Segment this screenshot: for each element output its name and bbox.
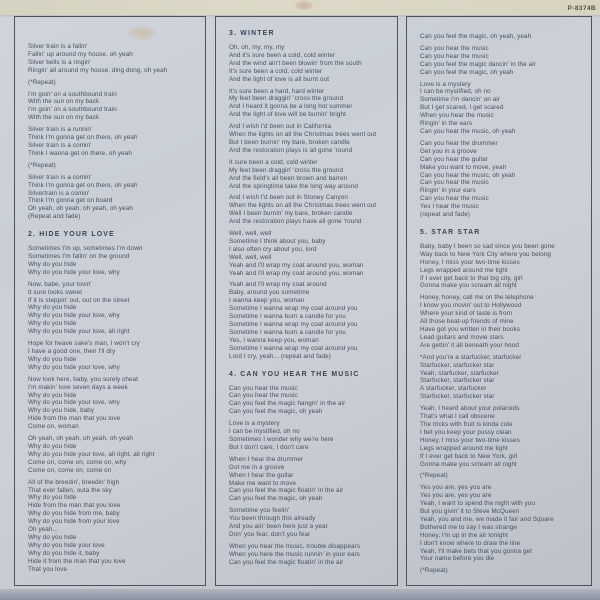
lyric-line: My feet been draggin' 'cross the ground (229, 166, 344, 174)
lyric-line: I wanna keep you, woman (229, 297, 305, 305)
song-title: 4. CAN YOU HEAR THE MUSIC (229, 370, 360, 378)
lyric-line: Can you hear the drummer (420, 139, 498, 147)
lyric-line: And the restoration plays is all gone 'round (229, 146, 353, 154)
lyric-line: When you hear the music, trouble disappears (229, 542, 361, 550)
lyric-line: Are gettin' it all beneath your hood (420, 341, 519, 349)
lyric-line: Why do you hide it, baby (28, 549, 100, 557)
stanza (420, 140, 587, 219)
lyric-line: Hide it from the man that you love (28, 557, 126, 565)
lyric-line: When you hear the music (420, 112, 494, 120)
lyric-line: Fallin' up around my house, oh yeah (28, 50, 133, 58)
lyric-line: It's sure been a cold, cold winter (229, 67, 323, 75)
lyric-line: Can you hear the music (229, 392, 298, 400)
catalog-number: P-8374B (567, 5, 596, 12)
lyric-line: It sure looks sweet (28, 288, 83, 296)
lyric-line: When I hear the guitar (229, 471, 294, 479)
lyric-line: And the springtime take the long way around (229, 182, 358, 190)
lyric-line: That you love (28, 565, 68, 573)
stanza (420, 45, 587, 77)
lyric-line: Where your kind of taste is from (420, 310, 513, 318)
lyric-line: Why do you hide (28, 260, 77, 268)
lyric-line: I'm goin' on a southbound train (28, 90, 117, 98)
lyric-line: Why do you hide from your love (28, 518, 120, 526)
stanza (229, 456, 393, 503)
lyric-line: Your name before you die (420, 555, 495, 563)
lyric-line: Sometime I think about you, baby (229, 237, 326, 245)
lyric-line: Starfucker, starfucker star (420, 361, 495, 369)
lyric-line: Silver train is a fallin' (28, 43, 88, 50)
lyric-line: And I wish I'd been out in Stoney Canyon (229, 194, 348, 202)
stanza (229, 44, 393, 84)
lyric-line: And the field's all been brown and barren (229, 174, 348, 182)
lyric-line: Gonna make you scream all night (420, 460, 517, 468)
lyric-line: When the lights on all the Christmas trees went out (229, 202, 377, 210)
lyric-line: Why do you hide, baby (28, 407, 95, 415)
lyric-line: Yeah, you and me, we made it fair and Square (420, 515, 554, 523)
lyric-line: Sometime you feelin' (229, 507, 290, 515)
lyric-line: Can you hear the music (420, 52, 489, 60)
lyric-line: I'm goin' on a southbound train (28, 106, 117, 114)
lyric-line: (*Repeat) (28, 78, 56, 86)
stanza (229, 281, 393, 360)
song-title: 3. WINTER (229, 30, 275, 37)
lyric-line: (Repeat and fade) (28, 213, 81, 221)
lyric-line: Sometime I wanna burn a candle for you (229, 313, 346, 321)
lyric-line: Can you hear the music (229, 384, 298, 392)
lyric-line: Sometime I wanna wrap my coat around you (229, 305, 358, 313)
lyric-line: Think I'm gonna get on board (28, 197, 113, 205)
lyric-line: I have a good one, then I'll dry (28, 348, 116, 355)
stanza (420, 567, 587, 575)
lyric-line: Can you hear the music (420, 44, 489, 52)
lyric-line: (*Repeat) (420, 472, 448, 480)
lyric-line: Why do you hide your love, why (28, 268, 120, 276)
lyric-line: Come on, come on, come on, why (28, 458, 127, 466)
lyric-line: Sometimes I wonder why we're here (229, 435, 334, 443)
lyric-line: Hope for heave sake's man, I won't cry (28, 340, 140, 348)
lyric-line: When you here the music runnin' in your ears (229, 550, 360, 558)
lyric-line: Have got you written in their books (420, 326, 521, 333)
lyric-line: (*Repeat) (28, 161, 56, 169)
lyric-line: (*Repeat) (420, 567, 448, 575)
lyric-line: Now look here, baby, you surely cheat (28, 375, 138, 383)
lyric-line: Yeah and I'll wrap my coat around (229, 281, 327, 289)
stanza (420, 294, 587, 349)
lyric-line: Silvertrain is a comin' (28, 189, 90, 197)
lyric-line: Well, well, well (229, 253, 272, 261)
lyric-line: And the light of love will be burnin' bright (229, 111, 346, 119)
lyric-line: Hide from the man that you love (28, 415, 121, 423)
lyric-line: Gonna make you scream all night (420, 282, 517, 290)
lyric-line: Can you hear the music, oh yeah (420, 127, 516, 135)
stanza (28, 340, 201, 372)
lyric-line: Lord I cry, yeah... (repeat and fade) (229, 352, 331, 360)
lyric-line: I can be mystified, oh no (420, 88, 491, 96)
lyric-line: And I heard it gonna be a long hot summer (229, 103, 353, 111)
stanza (28, 162, 201, 170)
lyric-line: Don' you fear, don't you fear (229, 530, 311, 538)
stanza (28, 435, 201, 475)
lyric-line: Yeah, I want to spend the night with you (420, 500, 536, 508)
stanza (28, 91, 201, 123)
song-title: 5. STAR STAR (420, 228, 481, 236)
lyric-line: With the sun on my back (28, 98, 100, 106)
lyric-line: Honey, I'm up in the air tonight (420, 531, 508, 539)
lyric-line: Think I wanna get on there, oh yeah (28, 149, 132, 157)
lyric-line: I don't know where to draw the line (420, 539, 521, 547)
stanza (229, 230, 393, 277)
lyric-line: And I wish I'd been out in California (229, 123, 332, 131)
lyric-line: Why do you hide (28, 304, 77, 312)
stanza (229, 543, 393, 567)
lyrics-column-right (406, 16, 592, 586)
lyric-line: Can you feel the magic hangin' in the air (229, 400, 346, 408)
lyric-line: Yeah, I heard about your polaroids (420, 405, 520, 413)
lyric-line: Yes, I wanna keep you, woman (229, 336, 319, 344)
lyric-line: Can you feel the magic, oh yeah (229, 495, 323, 503)
lyric-line: Yeah, I'll make bets that you gonna get (420, 547, 532, 555)
lyric-line: Oh yeah, oh yeah, oh yeah, oh yeah (28, 205, 133, 213)
lyric-line: That's what I call obscene (420, 413, 495, 421)
lyric-line: With the sun on my back (28, 114, 100, 122)
lyric-line: And the wind ain't been blowin' from the south (229, 59, 362, 67)
lyric-line: Why do you hide (28, 355, 77, 363)
lyric-line: Ringin' in your ears (420, 187, 476, 195)
stanza (229, 194, 393, 226)
lyric-line: Why do you hide (28, 533, 77, 541)
lyric-line: Make you want to move, yeah (420, 163, 507, 171)
lyric-line: I bet you keep your pussy clean (420, 428, 512, 436)
lyric-line: Silver train is a comin' (28, 141, 92, 149)
lyric-line: The tricks with fruit is kinda cute (420, 420, 513, 428)
lyric-line: Baby, baby I been so sad since you been gone (420, 242, 555, 250)
lyric-line: I can be mystified, oh no (229, 428, 300, 436)
lyric-line: Why do you hide your love (28, 541, 105, 549)
stanza (28, 174, 201, 221)
lyric-line: Come on, come on, come on (28, 466, 112, 474)
lyric-line: Honey, I miss your two-time kisses (420, 436, 520, 444)
lyrics-column-middle-content (216, 17, 397, 567)
lyric-line: Silver train is a runnin' (28, 126, 93, 134)
lyric-line: Why do you hide (28, 494, 77, 502)
stanza (28, 376, 201, 431)
lyric-line: Can you feel the magic, oh yeah (229, 408, 323, 416)
lyric-line: Legs wrapped around me tight (420, 266, 508, 274)
lyric-line: Yes I hear the music (420, 203, 479, 211)
lyric-line: When I hear the drummer (229, 455, 304, 463)
lyric-line: I'm makin' love seven days a week (28, 383, 128, 391)
lyric-line: I know you movin' out to Hollywood (420, 302, 522, 310)
lyric-line: Yeah and I'll wrap my coat around you, woman (229, 261, 364, 269)
lyric-line: Now, babe, your lovin' (28, 280, 92, 288)
stanza (420, 243, 587, 290)
lyric-line: Why do you hide your love, why (28, 312, 120, 320)
lyrics-column-middle (215, 16, 398, 586)
lyric-line: That ever fallen, outa the sky (28, 486, 112, 494)
lyric-line: Bothered me to say I was strange (420, 523, 518, 531)
lyric-line: Ringin' in the ears (420, 120, 473, 128)
lyric-line: Sometime I wanna burn a candle for you (229, 328, 346, 336)
lyric-line: Got me in a groove (229, 463, 285, 471)
lyric-line: Why do you hide (28, 442, 77, 450)
lyric-line: Can you feel the magic floatin' in the air (229, 487, 344, 495)
song-title: 2. HIDE YOUR LOVE (28, 231, 115, 239)
lyric-line: If I ever get back to New York, girl (420, 452, 518, 460)
stanza (28, 126, 201, 158)
stanza (420, 354, 587, 401)
lyric-line: Why do you hide your love, all right (28, 328, 130, 336)
lyric-line: Why do you hide your love, why (28, 363, 120, 371)
lyric-line: Can you feel the magic floatin' in the air (229, 558, 344, 566)
stanza (28, 281, 201, 336)
lyrics-column-left (14, 16, 206, 586)
lyric-line: Yeah and I'll wrap my coat around you, woman (229, 269, 364, 277)
stanza (229, 507, 393, 539)
lyric-line: Well, well, well (229, 230, 272, 238)
lyric-line: Why do you hide (28, 391, 77, 399)
lyric-line: And it's sure been a cold, cold winter (229, 51, 336, 59)
lyric-line: Sometime I wanna wrap my coat around you (229, 321, 358, 328)
stanza (28, 479, 201, 574)
lyric-line: Why do you hide from me, baby (28, 510, 120, 518)
lyric-line: Can you feel the magic dancin' in the air (420, 60, 536, 68)
lyric-line: And the light of love is all burnt out (229, 75, 330, 83)
lyric-line: If it is steppin' out, out on the street (28, 296, 130, 304)
stanza (28, 245, 201, 277)
stanza (28, 43, 201, 75)
lyric-line: It sure been a cold, cold winter (229, 158, 318, 166)
lyric-line: Silver bells is a ringin' (28, 58, 91, 66)
lyric-line: Yes you are, yes you are (420, 484, 492, 492)
lyric-line: Think I'm gonna get on there, oh yeah (28, 181, 138, 189)
lyric-line: All those beat-up friends of mine (420, 318, 514, 326)
lyric-line: Can you hear the music, oh yeah (420, 171, 516, 179)
stanza (229, 385, 393, 417)
lyric-line: Think I'm gonna get on there, oh yeah (28, 134, 138, 142)
lyric-line: I also often cry about you, lord (229, 245, 317, 253)
lyric-line: Sometime I'm dancin' on air (420, 96, 500, 104)
lyric-line: Can you feel the magic, oh yeah (420, 68, 514, 76)
lyric-line: Sometimes I'm fallin' on the ground (28, 253, 130, 261)
lyric-line: You been through this already (229, 515, 316, 523)
lyric-line: Well I been burnin' my bare, broken candle (229, 210, 353, 218)
lyric-line: Ringin' all around my house, ding dong, oh yeah (28, 66, 168, 74)
lyric-line: But I been burnin' my bare, broken candle (229, 138, 350, 146)
lyric-line: Yeah, starfucker, starfucker (420, 369, 499, 377)
lyric-line: But I don't care, I don't care (229, 443, 309, 451)
lyric-line: If I ever get back to that big city, girl (420, 274, 523, 282)
lyric-line: Honey, honey, call me on the telephone (420, 294, 534, 302)
stanza (420, 33, 587, 41)
lyric-line: Sometime I wanna wrap my coat around you (229, 344, 358, 352)
stanza (420, 405, 587, 468)
lyric-line: Come on, woman (28, 423, 79, 431)
lyric-line: Love is a mystery (420, 80, 471, 88)
lyric-line: Sometimes I'm up, sometimes I'm down (28, 245, 143, 253)
stanza (28, 79, 201, 87)
lyric-line: Baby, around you sometime (229, 289, 310, 297)
lyric-line: Honey, I miss your two-time kisses (420, 258, 520, 266)
lyric-line: When the lights on all the Christmas trees went out (229, 131, 377, 139)
lyric-line: Get you in a groove (420, 147, 477, 155)
lyric-line: Yes you are, yes you are (420, 492, 492, 500)
lyric-line: Oh, oh, my, my, my (229, 44, 285, 51)
lyric-line: Can you feel the magic, oh yeah, yeah (420, 33, 532, 40)
lyric-line: It's sure been a hard, hard winter (229, 87, 325, 95)
lyrics-column-right-content (407, 17, 591, 575)
lyric-line: Lead guitars and movie stars (420, 333, 504, 341)
stanza (420, 472, 587, 480)
stanza (229, 123, 393, 155)
stanza (229, 88, 393, 120)
paper-bottom-shadow (0, 589, 600, 600)
lyric-line: Oh yeah... (28, 526, 59, 534)
lyric-line: Starfucker, starfucker star (420, 393, 495, 401)
lyric-line: Can you hear the music (420, 195, 489, 203)
stanza (420, 81, 587, 136)
lyric-line: Can you hear the music (420, 179, 489, 187)
lyric-line: Hide from the man that you love (28, 502, 121, 510)
stanza (420, 484, 587, 563)
stanza (229, 420, 393, 452)
lyric-line: Make me want to move (229, 479, 297, 487)
lyric-line: Starfucker, starfucker star (420, 377, 495, 385)
lyric-line: Way back to New York City where you belong (420, 250, 552, 258)
lyric-line: Why do you hide (28, 320, 77, 328)
lyric-line: Oh yeah, oh yeah, oh yeah, oh yeah (28, 435, 133, 443)
lyric-line: But you givin' it to Steve McQueen (420, 508, 520, 516)
paper-stain (295, 1, 313, 10)
lyric-line: My feet been draggin' 'cross the ground (229, 95, 344, 103)
lyric-line: And the restoration plays have all gone 'round (229, 218, 362, 226)
lyric-line: All of the breedin', breedin' high (28, 478, 120, 486)
lyric-line: A starfucker, starfucker (420, 385, 487, 393)
lyric-line: Legs wrapped around me tight (420, 444, 508, 452)
lyric-line: Love is a mystery (229, 420, 280, 428)
lyric-line: (repeat and fade) (420, 211, 471, 219)
lyric-line: Why do you hide your love, all right, all right (28, 450, 155, 458)
lyric-line: But I get scared, I get scared (420, 104, 504, 112)
lyric-line: *And you're a starfucker, starfucker (420, 353, 522, 361)
lyric-line: Can you hear the guitar (420, 155, 489, 163)
lyric-line: Silver train is a comin' (28, 173, 92, 181)
lyric-line: Why do you hide your love, why (28, 399, 120, 407)
stanza (229, 159, 393, 191)
lyrics-column-left-content (15, 17, 205, 573)
lyric-line: And you ain' been here just a year (229, 523, 328, 531)
